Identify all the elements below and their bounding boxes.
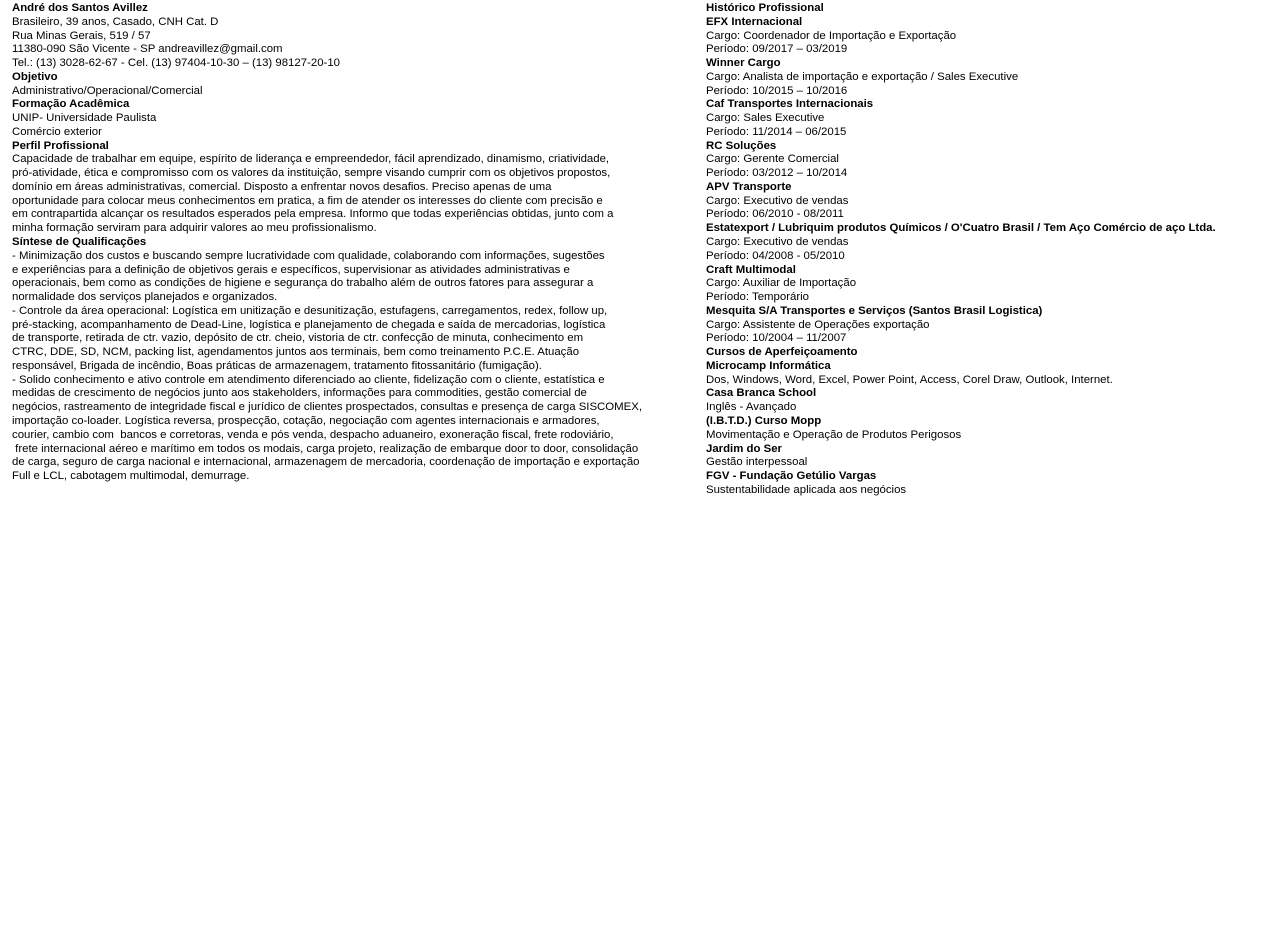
address-street: Rua Minas Gerais, 519 / 57	[12, 29, 151, 42]
qualifications-line: de carga, seguro de carga nacional e internacional, armazenagem de mercadoria, coordenação de importação e exportação	[12, 456, 640, 469]
course-school: FGV - Fundação Getúlio Vargas	[706, 470, 877, 483]
job-role: Cargo: Assistente de Operações exportação	[706, 318, 930, 331]
qualifications-line: de transporte, retirada de ctr. vazio, depósito de ctr. cheio, vistoria de ctr. confecção de minuta, conhecimento em	[12, 332, 584, 345]
qualifications-line: normalidade dos serviços planejados e organizados.	[12, 291, 278, 304]
qualifications-line: - Minimização dos custos e buscando sempre lucratividade com qualidade, colaborando com informações, sugestões	[12, 249, 605, 262]
job-role: Cargo: Sales Executive	[706, 112, 825, 125]
job-company: RC Soluções	[706, 139, 777, 152]
job-company: Caf Transportes Internacionais	[706, 98, 874, 111]
course-detail: Inglês - Avançado	[706, 401, 797, 414]
right-column	[706, 2, 1266, 498]
qualifications-line: operacionais, bem como as condições de higiene e segurança do trabalho além de outros fatores para assegurar a	[12, 277, 594, 290]
course-detail: Sustentabilidade aplicada aos negócios	[706, 483, 907, 496]
job-company: Estatexport / Lubriquim produtos Químicos / O'Cuatro Brasil / Tem Aço Comércio de aço Ltda.	[706, 222, 1216, 235]
education-heading: Formação Acadêmica	[12, 98, 130, 111]
qualifications-line: Full e LCL, cabotagem multimodal, demurrage.	[12, 470, 250, 483]
courses-heading: Cursos de Aperfeiçoamento	[706, 346, 858, 359]
job-role: Cargo: Gerente Comercial	[706, 153, 839, 166]
job-role: Cargo: Coordenador de Importação e Exportação	[706, 29, 957, 42]
qualifications-heading: Síntese de Qualificações	[12, 236, 147, 249]
course-school: Casa Branca School	[706, 387, 817, 400]
profile-line: Capacidade de trabalhar em equipe, espírito de liderança e empreendedor, fácil aprendizado, dinamismo, criatividade,	[12, 153, 610, 166]
qualifications-line: - Solido conhecimento e ativo controle em atendimento diferenciado ao cliente, fidelização com o cliente, estatística e	[12, 373, 605, 386]
course-detail: Movimentação e Operação de Produtos Perigosos	[706, 428, 962, 441]
personal-info: Brasileiro, 39 anos, Casado, CNH Cat. D	[12, 15, 219, 28]
profile-line: domínio em áreas administrativas, comercial. Disposto a enfrentar novos desafios. Preciso apenas de uma	[12, 180, 552, 193]
job-period: Período: 03/2012 – 10/2014	[706, 167, 848, 180]
profile-line: em contrapartida alcançar os resultados esperados pela empresa. Informo que todas experiências obtidas, junto com a	[12, 208, 614, 221]
qualifications-line: negócios, rastreamento de integridade fiscal e jurídico de clientes prospectados, consultas e presença de carga SISCOMEX,	[12, 401, 642, 414]
candidate-name: André dos Santos Avillez	[12, 2, 148, 14]
profile-line: pró-atividade, ética e compromisso com os valores da instituição, sempre visando cumprir com os objetivos propostos,	[12, 167, 611, 180]
job-period: Período: 11/2014 – 06/2015	[706, 125, 847, 138]
profile-line: minha formação serviram para adquirir valores ao meu profissionalismo.	[12, 222, 377, 235]
course-detail: Dos, Windows, Word, Excel, Power Point, Access, Corel Draw, Outlook, Internet.	[706, 373, 1113, 386]
job-company: APV Transporte	[706, 180, 792, 193]
job-company: EFX Internacional	[706, 15, 803, 28]
objective-heading: Objetivo	[12, 70, 58, 83]
job-company: Winner Cargo	[706, 57, 781, 70]
job-role: Cargo: Executivo de vendas	[706, 194, 849, 207]
qualifications-line: responsável, Brigada de incêndio, Boas práticas de armazenagem, tratamento fitossanitário (fumigação).	[12, 359, 542, 372]
qualifications-line: CTRC, DDE, SD, NCM, packing list, agendamentos juntos aos terminais, bem como treinamento P.C.E. Atuação	[12, 346, 580, 359]
qualifications-line: courier, cambio com bancos e corretoras, venda e pós venda, despacho aduaneiro, exoneração fiscal, frete rodoviário,	[12, 428, 614, 441]
address-city-email: 11380-090 São Vicente - SP andreavillez@gmail.com	[12, 43, 283, 56]
job-period: Período: 10/2015 – 10/2016	[706, 84, 848, 97]
job-period: Período: 06/2010 - 08/2011	[706, 208, 844, 221]
qualifications-line: pré-stacking, acompanhamento de Dead-Line, logística e planejamento de chegada e saída de mercadorias, logística	[12, 318, 606, 331]
course-school: Jardim do Ser	[706, 442, 782, 455]
qualifications-line: - Controle da área operacional: Logística em unitização e desunitização, estufagens, carregamentos, redex, follow up,	[12, 304, 608, 317]
job-period: Período: Temporário	[706, 291, 809, 304]
profile-heading: Perfil Profissional	[12, 139, 109, 152]
course-school: Microcamp Informática	[706, 359, 831, 372]
job-period: Período: 10/2004 – 11/2007	[706, 332, 847, 345]
job-period: Período: 04/2008 - 05/2010	[706, 249, 845, 262]
education-line: Comércio exterior	[12, 125, 102, 138]
job-period: Período: 09/2017 – 03/2019	[706, 43, 848, 56]
course-detail: Gestão interpessoal	[706, 456, 808, 469]
qualifications-line: frete internacional aéreo e marítimo em todos os modais, carga projeto, realização de embarque door to door, consolidação	[12, 442, 639, 455]
qualifications-line: medidas de crescimento de negócios junto aos stakeholders, informações para commodities, gestão comercial de	[12, 387, 587, 400]
qualifications-line: e experiências para a definição de objetivos gerais e específicos, supervisionar as atividades administrativas e	[12, 263, 570, 276]
profile-line: oportunidade para colocar meus conhecimentos em pratica, a fim de atender os interesses do cliente com precisão e	[12, 194, 603, 207]
history-heading: Histórico Profissional	[706, 2, 824, 14]
job-role: Cargo: Executivo de vendas	[706, 236, 849, 249]
education-line: UNIP- Universidade Paulista	[12, 112, 157, 125]
job-company: Craft Multimodal	[706, 263, 796, 276]
left-column	[12, 2, 682, 484]
job-role: Cargo: Auxiliar de Importação	[706, 277, 857, 290]
objective-text: Administrativo/Operacional/Comercial	[12, 84, 203, 97]
qualifications-line: importação co-loader. Logística reversa, prospecção, cotação, negociação com agentes internacionais e armadores,	[12, 414, 600, 427]
job-company: Mesquita S/A Transportes e Serviços (Santos Brasil Logistica)	[706, 304, 1043, 317]
course-school: (I.B.T.D.) Curso Mopp	[706, 414, 822, 427]
job-role: Cargo: Analista de importação e exportação / Sales Executive	[706, 70, 1019, 83]
phone-numbers: Tel.: (13) 3028-62-67 - Cel. (13) 97404-10-30 – (13) 98127-20-10	[12, 57, 340, 70]
